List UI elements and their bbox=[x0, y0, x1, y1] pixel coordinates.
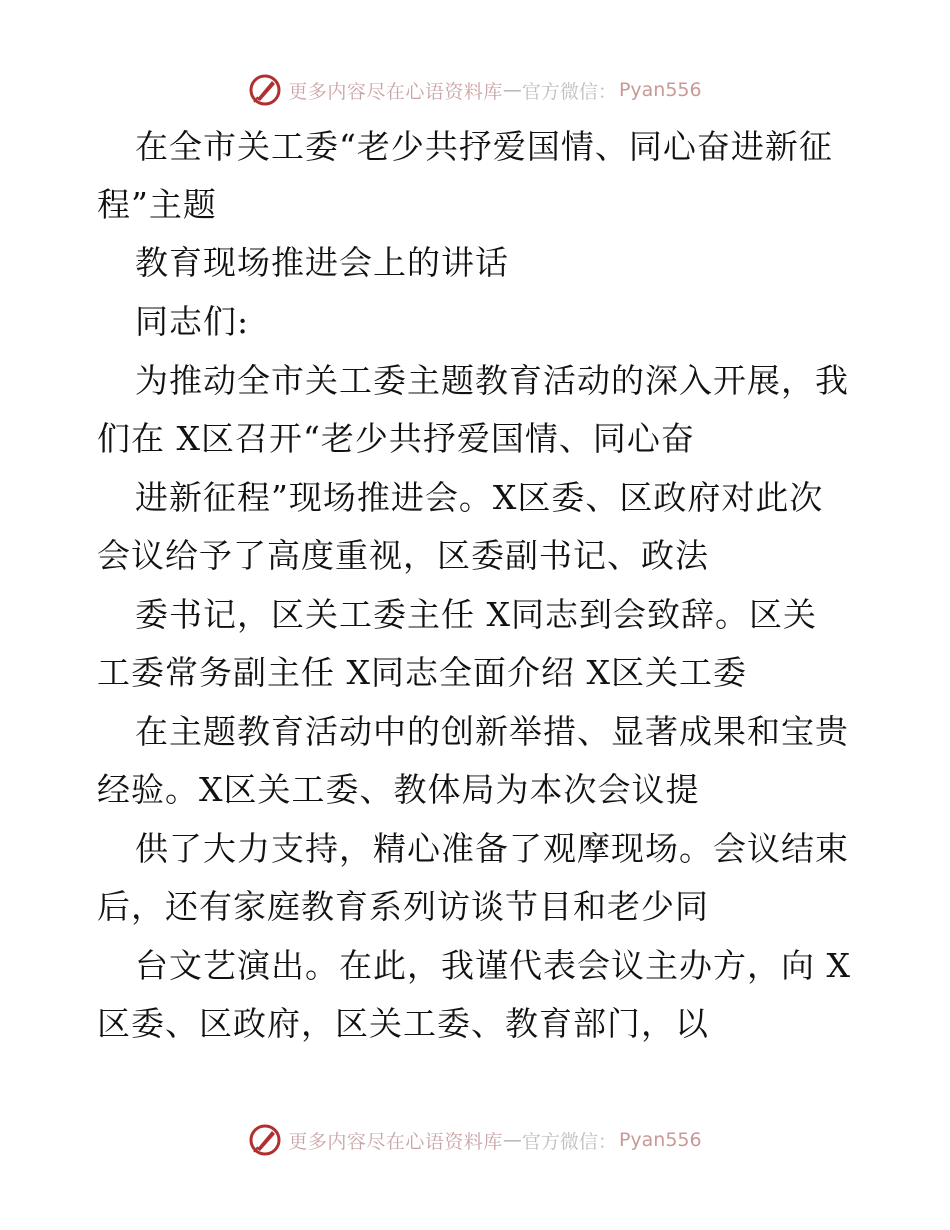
doc-title-line-1: 在全市关工委“老少共抒爱国情、同心奋进新征 bbox=[135, 127, 833, 166]
quill-logo-icon bbox=[248, 1123, 282, 1157]
watermark-separator: — bbox=[502, 1129, 522, 1151]
footer-watermark bbox=[0, 1120, 950, 1160]
paragraph-line: 进新征程”现场推进会。X区委、区政府对此次 bbox=[135, 478, 824, 517]
header-watermark bbox=[0, 70, 950, 110]
watermark-label: 官方微信： bbox=[521, 80, 617, 103]
paragraph-line: 后，还有家庭教育系列访谈节目和老少同 bbox=[97, 887, 709, 926]
watermark-text: 更多内容尽在心语资料库 bbox=[288, 1130, 503, 1153]
watermark-wechat-id: Pyan556 bbox=[618, 1129, 702, 1151]
paragraph-line: 工委常务副主任 X同志全面介绍 X区关工委 bbox=[97, 653, 747, 692]
watermark-separator: — bbox=[502, 79, 522, 101]
watermark-wechat-id: Pyan556 bbox=[618, 79, 702, 101]
paragraph-line: 为推动全市关工委主题教育活动的深入开展，我 bbox=[135, 361, 849, 400]
paragraph-line: 委书记，区关工委主任 X同志到会致辞。区关 bbox=[135, 595, 817, 634]
paragraph-line: 们在 X区召开“老少共抒爱国情、同心奋 bbox=[97, 419, 695, 458]
watermark-text: 更多内容尽在心语资料库 bbox=[288, 80, 503, 103]
doc-salutation: 同志们: bbox=[135, 302, 250, 341]
paragraph-line: 供了大力支持，精心准备了观摩现场。会议结束 bbox=[135, 829, 849, 868]
doc-title-line-3: 教育现场推进会上的讲话 bbox=[135, 243, 509, 282]
quill-logo-icon bbox=[248, 73, 282, 107]
paragraph-line: 经验。X区关工委、教体局为本次会议提 bbox=[97, 770, 700, 809]
paragraph-line: 台文艺演出。在此，我谨代表会议主办方，向 X bbox=[135, 946, 851, 985]
paragraph-line: 会议给予了高度重视，区委副书记、政法 bbox=[97, 536, 709, 575]
paragraph-line: 在主题教育活动中的创新举措、显著成果和宝贵 bbox=[135, 712, 849, 751]
paragraph-line: 区委、区政府，区关工委、教育部门，以 bbox=[97, 1004, 709, 1043]
watermark-label: 官方微信： bbox=[521, 1130, 617, 1153]
doc-title-line-2: 程”主题 bbox=[97, 185, 217, 224]
